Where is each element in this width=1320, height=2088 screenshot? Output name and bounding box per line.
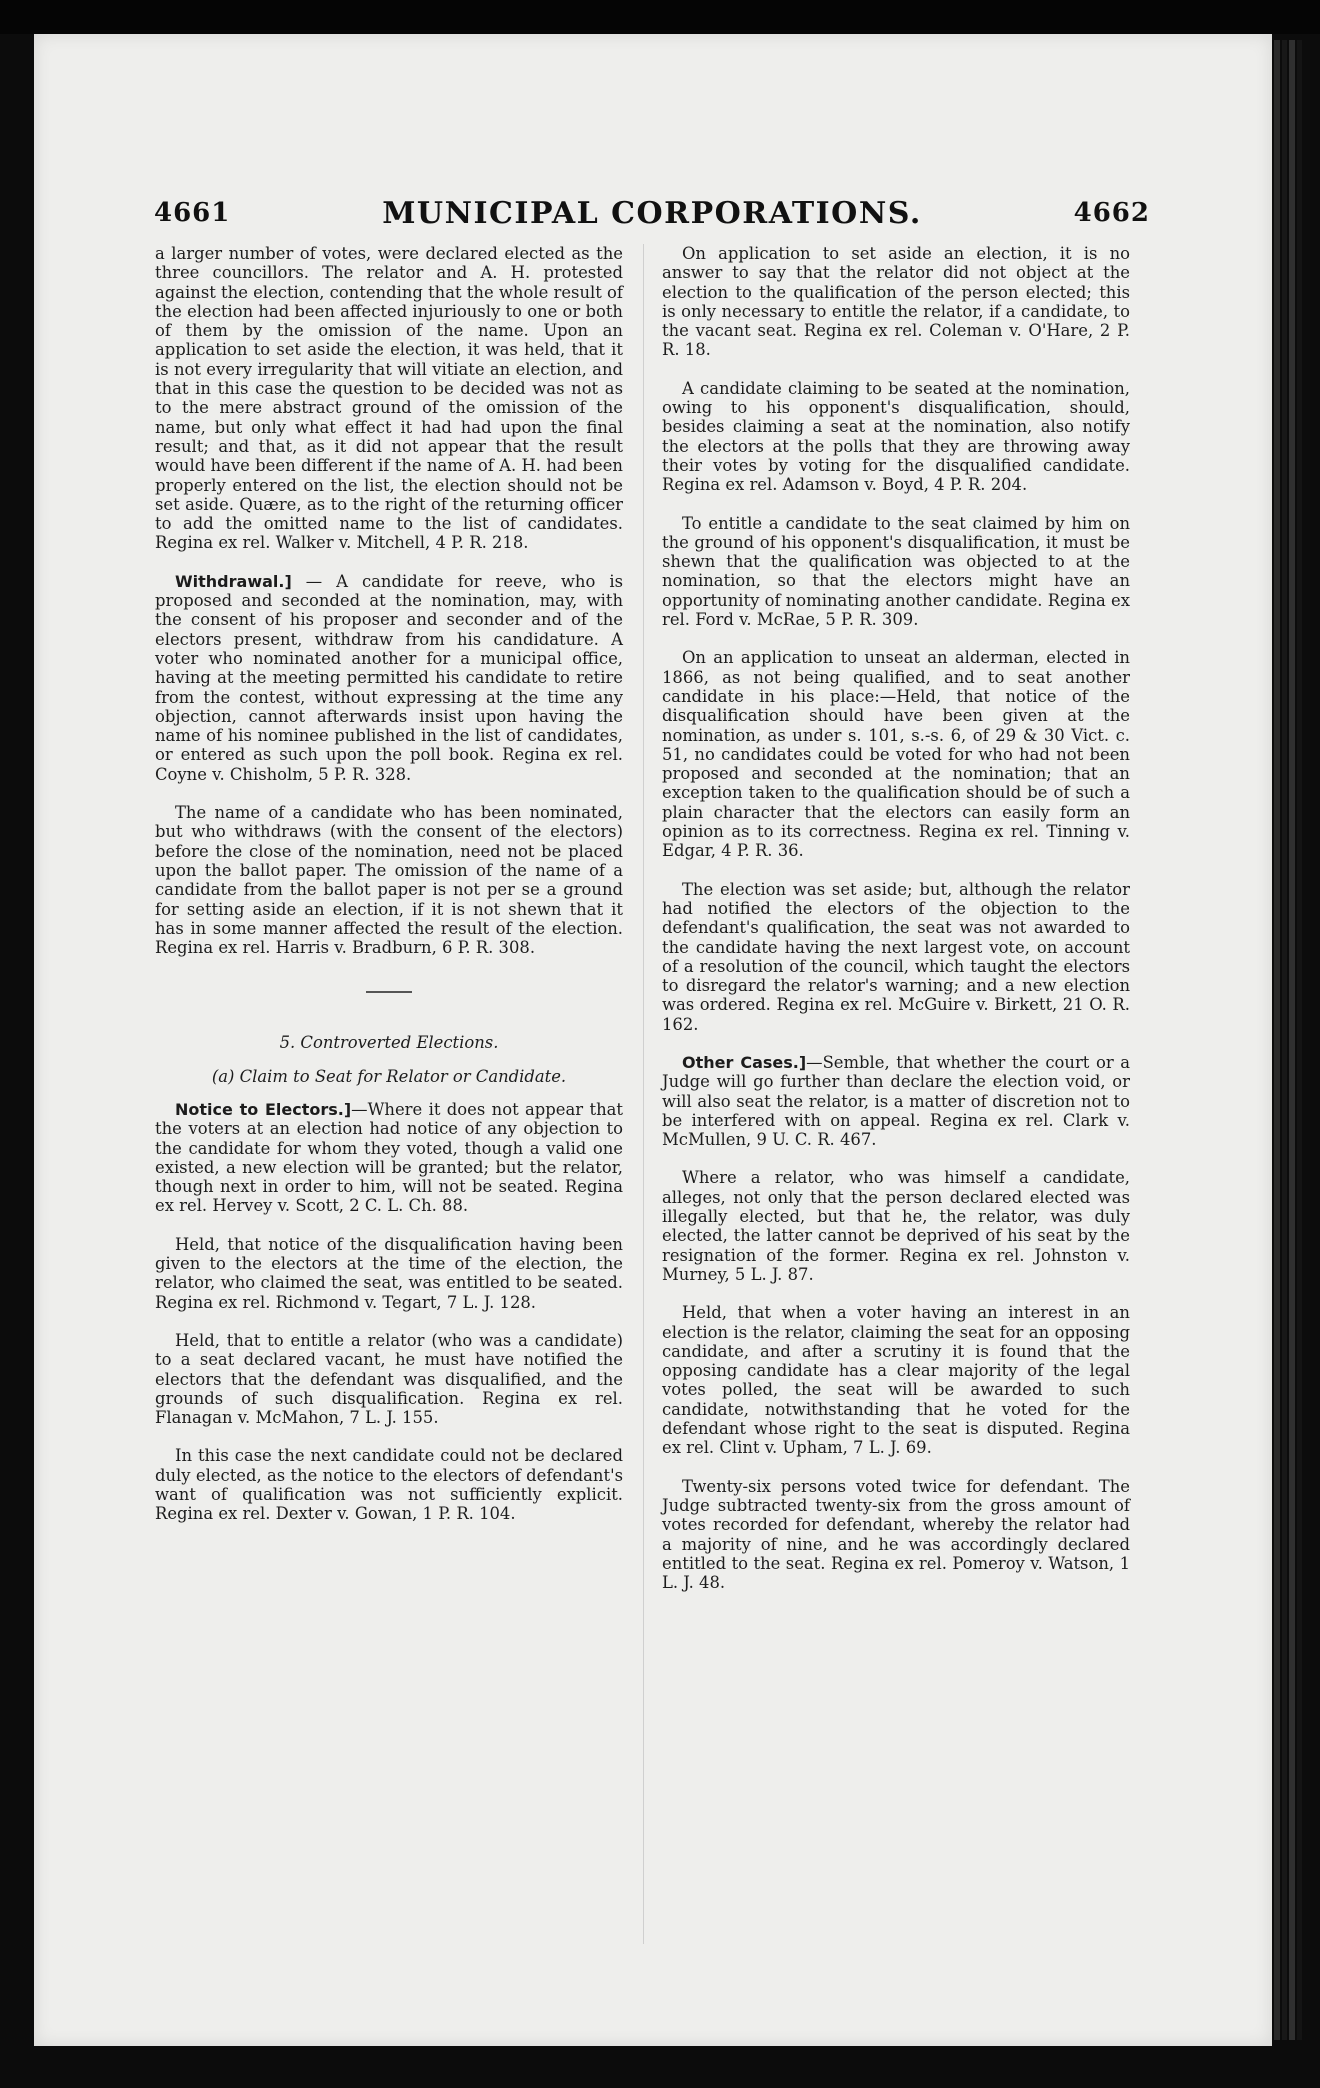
scan-top-border bbox=[0, 0, 1320, 34]
paragraph-other-cases bbox=[662, 1053, 1130, 1149]
paragraph: a larger number of votes, were declared elected as the three councillors. The relator and A. H. protested against the election, contending that the whole result of the election had been affected injuriously to one or both of them by the omission of the name. Upon an application to set aside the election, it was held, that it is not every irregularity that will vitiate an election, and that in this case the question to be decided was not as to the mere abstract ground of the omission of the name, but only what effect it had had upon the final result; and that, as it did not appear that the result would have been different if the name of A. H. had been properly entered on the list, the election should not be set aside. Quære, as to the right of the returning officer to add the omitted name to the list of candidates. Regina ex rel. Walker v. Mitchell, 4 P. R. 218. bbox=[155, 244, 623, 553]
paragraph: In this case the next candidate could not be declared duly elected, as the notice to the electors of defendant's want of qualification was not sufficiently explicit. Regina ex rel. Dexter v. Gowan, 1 P. R. 104. bbox=[155, 1446, 623, 1524]
paragraph: Held, that to entitle a relator (who was a candidate) to a seat declared vacant, he must have notified the electors that the defendant was disqualified, and the grounds of such disqualification. Regina ex rel. Flanagan v. McMahon, 7 L. J. 155. bbox=[155, 1330, 623, 1428]
paragraph-withdrawal bbox=[155, 572, 623, 784]
paragraph-text: —Semble, that whether the court or a Judge will go further than declare the election void, or will also seat the relator, is a matter of discretion not to be interfered with on appeal. Regina ex rel. Clark v. McMullen, 9 U. C. R. 467. bbox=[662, 1052, 1131, 1150]
paragraph-text: — A candidate for reeve, who is proposed and seconded at the nomination, may, with the consent of his proposer and seconder and of the electors present, withdraw from his candidature. A voter who nominated another for a municipal office, having at the meeting permitted his candidate to retire from the contest, without expressing at the time any objection, cannot afterwards insist upon having the name of his nominee published in the list of candidates, or entered as such upon the poll book. Regina ex rel. Coyne v. Chisholm, 5 P. R. 328. bbox=[155, 571, 623, 784]
paragraph: On application to set aside an election, it is no answer to say that the relator did not object at the election to the qualification of the person elected; this is only necessary to entitle the relator, if a candidate, to the vacant seat. Regina ex rel. Coleman v. O'Hare, 2 P. R. 18. bbox=[662, 244, 1130, 360]
paragraph-text: —Where it does not appear that the voters at an election had notice of any objection to the candidate for whom they voted, though a valid one existed, a new election will be granted; but the relator, though next in order to him, will not be seated. Regina ex rel. Hervey v. Scott, 2 C. L. Ch. 88. bbox=[155, 1099, 623, 1216]
paragraph: Twenty-six persons voted twice for defendant. The Judge subtracted twenty-six from the gross amount of votes recorded for defendant, whereby the relator had a majority of nine, and he was accordingly declared entitled to the seat. Regina ex rel. Pomeroy v. Watson, 1 L. J. 48. bbox=[662, 1476, 1130, 1593]
paragraph-heading: Notice to Electors.] bbox=[175, 1099, 352, 1119]
paragraph: The name of a candidate who has been nominated, but who withdraws (with the consent of the electors) before the close of the nomination, need not be placed upon the ballot paper. The omission of the name of a candidate from the ballot paper is not per se a ground for setting aside an election, if it is not shewn that it has in some manner affected the result of the election. Regina ex rel. Harris v. Bradburn, 6 P. R. 308. bbox=[155, 803, 623, 958]
page-edge-1 bbox=[1274, 40, 1280, 2040]
paragraph-notice bbox=[155, 1100, 623, 1216]
left-column bbox=[155, 244, 623, 1543]
paragraph: Held, that when a voter having an interest in an election is the relator, claiming the seat for an opposing candidate, and after a scrutiny it is found that the opposing candidate has a clear majority of the legal votes polled, the seat will be awarded to such candidate, notwithstanding that he voted for the defendant whose right to the seat is disputed. Regina ex rel. Clint v. Upham, 7 L. J. 69. bbox=[662, 1303, 1130, 1458]
subsection-heading: (a) Claim to Seat for Relator or Candidate. bbox=[211, 1066, 567, 1086]
paragraph: Where a relator, who was himself a candidate, alleges, not only that the person declared elected was illegally elected, but that he, the relator, was duly elected, the latter cannot be deprived of his seat by the resignation of the former. Regina ex rel. Johnston v. Murney, 5 L. J. 87. bbox=[662, 1168, 1130, 1284]
page-edge-3 bbox=[1289, 40, 1295, 2040]
left-page-number: 4661 bbox=[154, 198, 231, 228]
page-edge-2 bbox=[1282, 40, 1287, 2040]
paragraph-heading: Withdrawal.] bbox=[175, 571, 292, 591]
paragraph: On an application to unseat an alderman, elected in 1866, as not being qualified, and to seat another candidate in his place:—Held, that notice of the disqualification should have been given at the nomination, as under s. 101, s.-s. 6, of 29 & 30 Vict. c. 51, no candidates could be voted for who had not been proposed and seconded at the nomination; that an exception taken to the qualification should be of such a plain character that the electors can easily form an opinion as to its correctness. Regina ex rel. Tinning v. Edgar, 4 P. R. 36. bbox=[662, 648, 1130, 861]
paragraph-heading: Other Cases.] bbox=[682, 1052, 807, 1072]
right-column bbox=[662, 244, 1130, 1611]
running-header bbox=[154, 196, 1150, 236]
paragraph: Held, that notice of the disqualification having been given to the electors at the time of the election, the relator, who claimed the seat, was entitled to be seated. Regina ex rel. Richmond v. Tegart, 7 L. J. 128. bbox=[155, 1234, 623, 1312]
page-edge-4 bbox=[1297, 40, 1302, 2040]
right-page-number: 4662 bbox=[1073, 198, 1150, 228]
column-divider bbox=[643, 244, 644, 1944]
paragraph: To entitle a candidate to the seat claimed by him on the ground of his opponent's disqualification, it must be shewn that the qualification was objected to at the nomination, so that the electors might have an opportunity of nominating another candidate. Regina ex rel. Ford v. McRae, 5 P. R. 309. bbox=[662, 513, 1130, 630]
paragraph: The election was set aside; but, although the relator had notified the electors of the objection to the defendant's qualification, the seat was not awarded to the candidate having the next largest vote, on account of a resolution of the council, which taught the electors to disregard the relator's warning; and a new election was ordered. Regina ex rel. McGuire v. Birkett, 21 O. R. 162. bbox=[662, 879, 1130, 1034]
running-title: MUNICIPAL CORPORATIONS. bbox=[382, 196, 922, 231]
section-heading: 5. Controverted Elections. bbox=[279, 1033, 499, 1053]
section-separator bbox=[366, 991, 412, 993]
paragraph: A candidate claiming to be seated at the nomination, owing to his opponent's disqualification, should, besides claiming a seat at the nomination, also notify the electors at the polls that they are throwing away their votes by voting for the disqualified candidate. Regina ex rel. Adamson v. Boyd, 4 P. R. 204. bbox=[662, 378, 1130, 495]
